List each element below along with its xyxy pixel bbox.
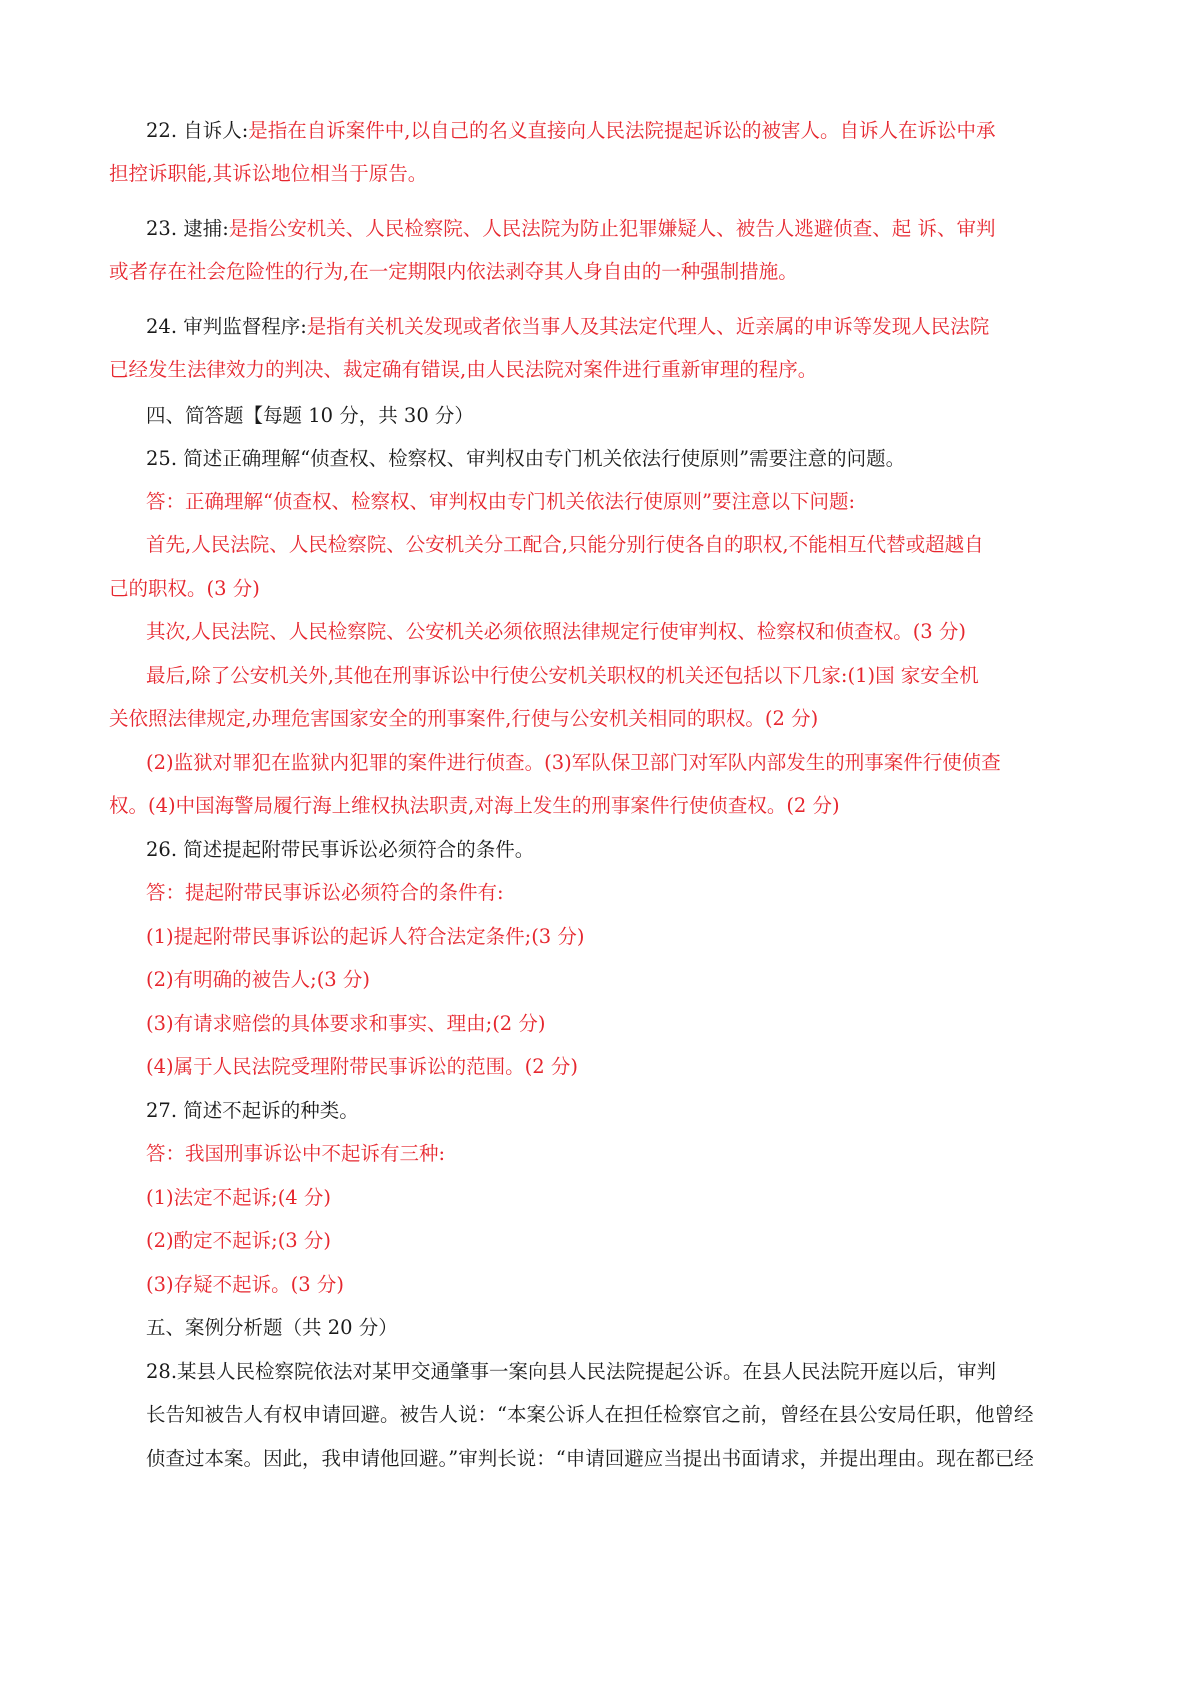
text-line <box>109 793 840 819</box>
answer-text: 最后,除了公安机关外,其他在刑事诉讼中行使公安机关职权的机关还包括以下几家:(1)国 家安全机 <box>146 664 979 687</box>
text-line <box>146 619 966 645</box>
question-text: 27. 简述不起诉的种类。 <box>146 1099 359 1122</box>
text-line <box>146 1185 331 1211</box>
text-line <box>146 489 855 515</box>
answer-text: 权。(4)中国海警局履行海上维权执法职责,对海上发生的刑事案件行使侦查权。(2 分) <box>109 794 840 817</box>
text-line <box>146 314 989 340</box>
answer-text: 是指在自诉案件中,以自己的名义直接向人民法院提起诉讼的被害人。自诉人在诉讼中承 <box>248 119 996 142</box>
text-line <box>146 924 585 950</box>
text-line <box>109 161 427 187</box>
question-text: 23. 逮捕: <box>146 217 229 240</box>
text-line <box>146 837 534 863</box>
answer-text: 首先,人民法院、人民检察院、公安机关分工配合,只能分别行使各自的职权,不能相互代替或超越自 <box>146 533 984 556</box>
answer-text: (1)提起附带民事诉讼的起诉人符合法定条件;(3 分) <box>146 925 585 948</box>
text-line <box>146 532 984 558</box>
question-text: 五、案例分析题（共 20 分） <box>146 1316 398 1339</box>
text-line <box>146 1011 546 1037</box>
text-line <box>146 118 995 144</box>
question-text: 28.某县人民检察院依法对某甲交通肇事一案向县人民法院提起公诉。在县人民法院开庭以后，审判 <box>146 1360 997 1383</box>
text-line <box>109 259 798 285</box>
text-line <box>146 1359 996 1385</box>
answer-text: 其次,人民法院、人民检察院、公安机关必须依照法律规定行使审判权、检察权和侦查权。(3 分) <box>146 620 967 643</box>
answer-text: (3)存疑不起诉。(3 分) <box>146 1273 344 1296</box>
answer-text: (3)有请求赔偿的具体要求和事实、理由;(2 分) <box>146 1012 546 1035</box>
answer-text: 已经发生法律效力的判决、裁定确有错误,由人民法院对案件进行重新审理的程序。 <box>109 358 818 381</box>
answer-text: 答：提起附带民事诉讼必须符合的条件有: <box>146 881 504 904</box>
text-line <box>146 1402 1033 1428</box>
text-line <box>146 1315 398 1341</box>
answer-text: (2)酌定不起诉;(3 分) <box>146 1229 332 1252</box>
text-line <box>146 1446 1034 1472</box>
text-line <box>109 576 260 602</box>
answer-text: 答：我国刑事诉讼中不起诉有三种: <box>146 1142 446 1165</box>
question-text: 24. 审判监督程序: <box>146 315 307 338</box>
text-line <box>146 1141 445 1167</box>
text-line <box>109 357 817 383</box>
answer-text: (2)有明确的被告人;(3 分) <box>146 968 371 991</box>
text-line <box>146 663 979 689</box>
text-line <box>146 446 905 472</box>
text-line <box>146 750 1001 776</box>
answer-text: (2)监狱对罪犯在监狱内犯罪的案件进行侦查。(3)军队保卫部门对军队内部发生的刑事案件行使侦查 <box>146 751 1001 774</box>
text-line <box>109 706 818 732</box>
answer-text: 己的职权。(3 分) <box>109 577 260 600</box>
text-line <box>146 1228 331 1254</box>
answer-text: (4)属于人民法院受理附带民事诉讼的范围。(2 分) <box>146 1055 578 1078</box>
answer-text: 关依照法律规定,办理危害国家安全的刑事案件,行使与公安机关相同的职权。(2 分) <box>109 707 819 730</box>
question-text: 侦查过本案。因此，我申请他回避。”审判长说：“申请回避应当提出书面请求，并提出理由。现在都已经 <box>146 1447 1034 1470</box>
text-line <box>146 967 370 993</box>
question-text: 22. 自诉人: <box>146 119 249 142</box>
answer-text: 是指有关机关发现或者依当事人及其法定代理人、近亲属的申诉等发现人民法院 <box>306 315 990 338</box>
text-line <box>146 403 474 429</box>
text-line <box>146 216 995 242</box>
text-line <box>146 1098 359 1124</box>
answer-text: 答：正确理解“侦查权、检察权、审判权由专门机关依法行使原则”要注意以下问题: <box>146 490 856 513</box>
answer-text: 或者存在社会危险性的行为,在一定期限内依法剥夺其人身自由的一种强制措施。 <box>109 260 798 283</box>
text-line <box>146 1272 344 1298</box>
text-line <box>146 880 504 906</box>
question-text: 长告知被告人有权申请回避。被告人说：“本案公诉人在担任检察官之前，曾经在县公安局任职，他曾经 <box>146 1403 1034 1426</box>
question-text: 四、简答题【每题 10 分，共 30 分） <box>146 404 474 427</box>
answer-text: (1)法定不起诉;(4 分) <box>146 1186 332 1209</box>
question-text: 26. 简述提起附带民事诉讼必须符合的条件。 <box>146 838 535 861</box>
answer-text: 是指公安机关、人民检察院、人民法院为防止犯罪嫌疑人、被告人逃避侦查、起 诉、审判 <box>228 217 996 240</box>
question-text: 25. 简述正确理解“侦查权、检察权、审判权由专门机关依法行使原则”需要注意的问题。 <box>146 447 906 470</box>
answer-text: 担控诉职能,其诉讼地位相当于原告。 <box>109 162 428 185</box>
text-line <box>146 1054 578 1080</box>
